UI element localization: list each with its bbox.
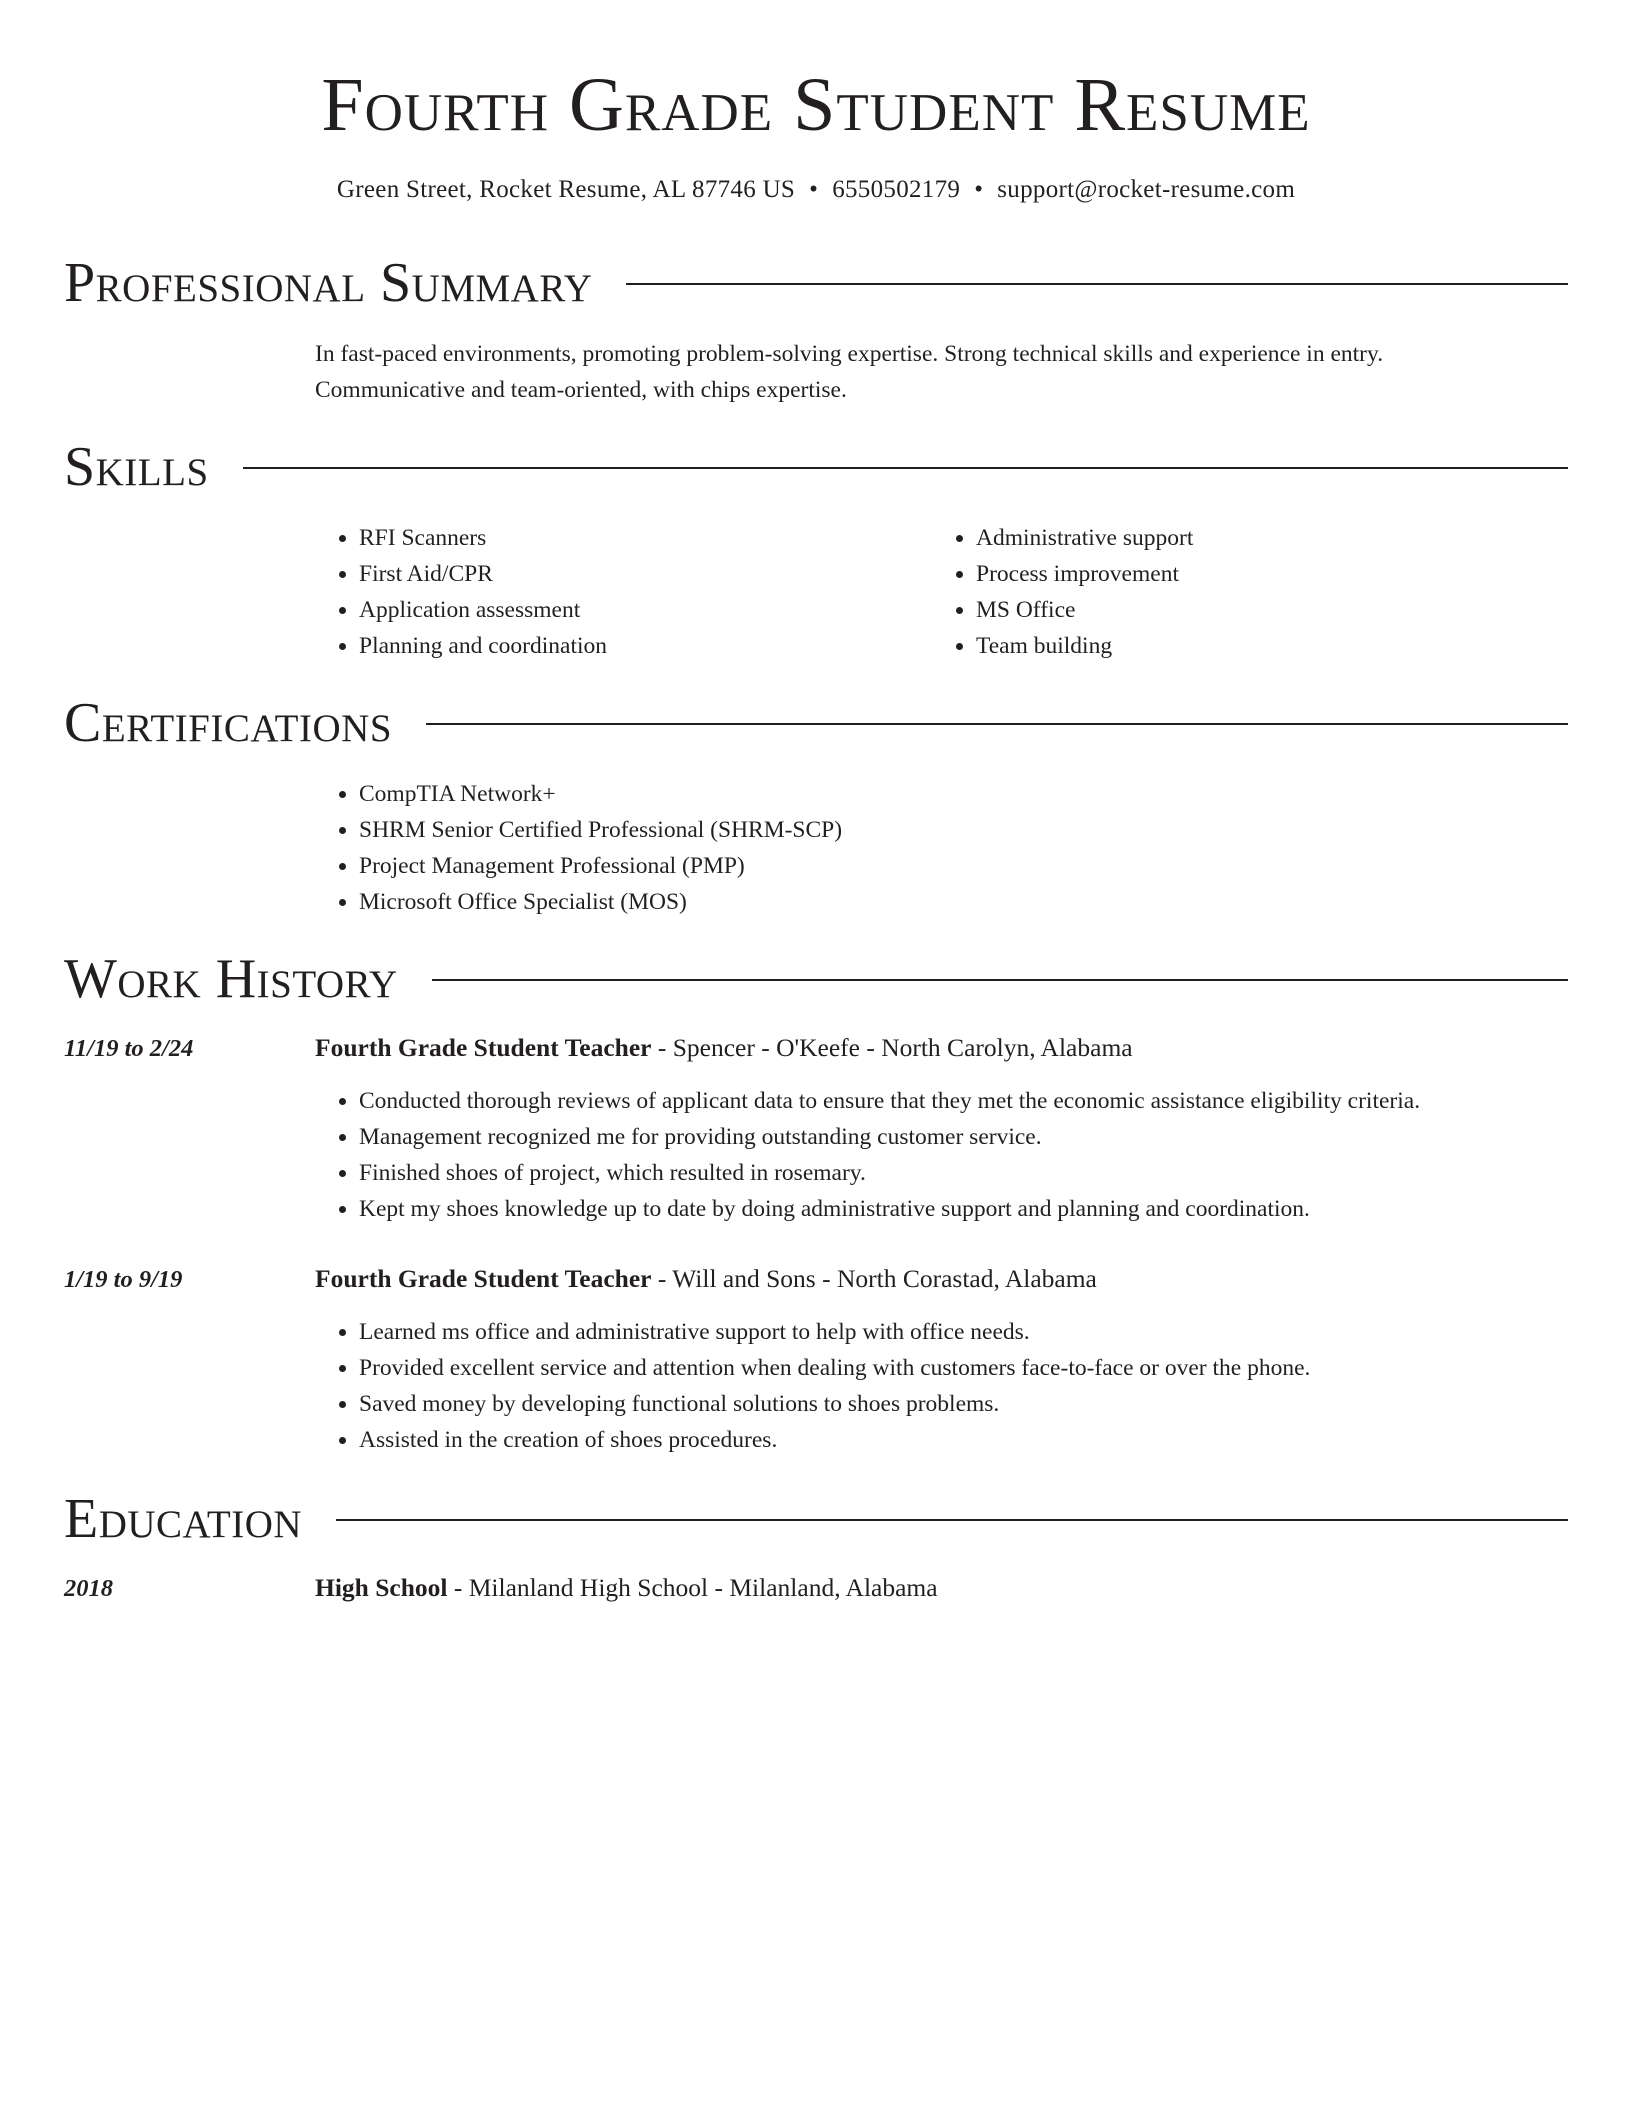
section-divider bbox=[626, 283, 1568, 285]
education-title-line bbox=[315, 1570, 938, 1606]
education-year: 2018 bbox=[64, 1575, 113, 1602]
section-divider bbox=[432, 979, 1568, 981]
job-bullet-list bbox=[315, 1314, 1568, 1458]
skill-item: • First Aid/CPR bbox=[359, 556, 932, 592]
resume-title: Fourth Grade Student Resume bbox=[321, 63, 1311, 147]
summary-header bbox=[64, 248, 1568, 318]
work-history-section bbox=[64, 944, 1568, 1458]
work-history-header bbox=[64, 944, 1568, 1014]
certifications-body bbox=[315, 776, 1568, 920]
work-history-heading: Work History bbox=[64, 948, 398, 1010]
skill-item: • Application assessment bbox=[359, 592, 932, 628]
skill-item: • Process improvement bbox=[976, 556, 1549, 592]
education-section bbox=[64, 1484, 1568, 1607]
job-bullet: • Conducted thorough reviews of applicant data to ensure that they met the economic assistance eligibility criteria. bbox=[359, 1083, 1568, 1119]
job-bullet: • Saved money by developing functional solutions to shoes problems. bbox=[359, 1386, 1568, 1422]
section-divider bbox=[243, 467, 1568, 469]
job-dates: 1/19 to 9/19 bbox=[64, 1266, 183, 1293]
skills-grid bbox=[315, 520, 1568, 664]
job-title-line bbox=[315, 1261, 1097, 1297]
contact-separator: • bbox=[974, 176, 984, 203]
certification-item: • SHRM Senior Certified Professional (SHRM-SCP) bbox=[359, 812, 1568, 848]
skill-item: • Administrative support bbox=[976, 520, 1549, 556]
skills-heading: Skills bbox=[64, 436, 209, 498]
certification-item: • Project Management Professional (PMP) bbox=[359, 848, 1568, 884]
contact-separator: • bbox=[809, 176, 819, 203]
job-bullet: • Kept my shoes knowledge up to date by doing administrative support and planning and coordination. bbox=[359, 1191, 1568, 1227]
skill-item: • MS Office bbox=[976, 592, 1549, 628]
job-bullet: • Provided excellent service and attention when dealing with customers face-to-face or over the phone. bbox=[359, 1350, 1568, 1386]
job-dates: 11/19 to 2/24 bbox=[64, 1035, 194, 1062]
job-header bbox=[64, 1261, 1568, 1298]
job-bullet: • Finished shoes of project, which resulted in rosemary. bbox=[359, 1155, 1568, 1191]
job-employer: - Will and Sons - North Corastad, Alabama bbox=[651, 1264, 1097, 1293]
skills-list-right bbox=[932, 520, 1549, 664]
job-bullets bbox=[315, 1083, 1568, 1227]
job-bullet: • Assisted in the creation of shoes procedures. bbox=[359, 1422, 1568, 1458]
skills-header bbox=[64, 432, 1568, 502]
summary-section bbox=[64, 248, 1568, 408]
summary-heading: Professional Summary bbox=[64, 252, 593, 314]
skill-item: • Team building bbox=[976, 628, 1549, 664]
certifications-header bbox=[64, 688, 1568, 758]
job-entry bbox=[64, 1030, 1568, 1227]
contact-email: support@rocket-resume.com bbox=[997, 176, 1296, 203]
certification-item: • CompTIA Network+ bbox=[359, 776, 1568, 812]
skill-item: • RFI Scanners bbox=[359, 520, 932, 556]
skills-list-left bbox=[315, 520, 932, 664]
summary-text: In fast-paced environments, promoting problem-solving expertise. Strong technical skills and experience in entry. Communicative and team-oriented, with chips expertise. bbox=[315, 341, 1384, 403]
contact-line bbox=[64, 174, 1568, 206]
contact-phone: 6550502179 bbox=[832, 176, 961, 203]
job-header bbox=[64, 1030, 1568, 1067]
job-role: Fourth Grade Student Teacher bbox=[315, 1264, 652, 1293]
certifications-section bbox=[64, 688, 1568, 920]
education-school: - Milanland High School - Milanland, Alabama bbox=[447, 1573, 938, 1602]
job-bullet: • Management recognized me for providing outstanding customer service. bbox=[359, 1119, 1568, 1155]
job-role: Fourth Grade Student Teacher bbox=[315, 1033, 652, 1062]
contact-address: Green Street, Rocket Resume, AL 87746 US bbox=[336, 176, 796, 203]
certification-item: • Microsoft Office Specialist (MOS) bbox=[359, 884, 1568, 920]
resume-page bbox=[64, 0, 1568, 1607]
job-employer: - Spencer - O'Keefe - North Carolyn, Alabama bbox=[651, 1033, 1133, 1062]
certifications-list bbox=[315, 776, 1568, 920]
job-title-line bbox=[315, 1030, 1133, 1066]
job-bullet: • Learned ms office and administrative support to help with office needs. bbox=[359, 1314, 1568, 1350]
section-divider bbox=[426, 723, 1568, 725]
education-entry bbox=[64, 1570, 1568, 1607]
skills-section bbox=[64, 432, 1568, 664]
section-divider bbox=[336, 1519, 1568, 1521]
job-entry bbox=[64, 1261, 1568, 1458]
skill-item: • Planning and coordination bbox=[359, 628, 932, 664]
education-header bbox=[64, 1484, 1568, 1554]
education-heading: Education bbox=[64, 1488, 303, 1550]
job-bullet-list bbox=[315, 1083, 1568, 1227]
certifications-heading: Certifications bbox=[64, 692, 393, 754]
job-bullets bbox=[315, 1314, 1568, 1458]
education-degree: High School bbox=[315, 1573, 448, 1602]
